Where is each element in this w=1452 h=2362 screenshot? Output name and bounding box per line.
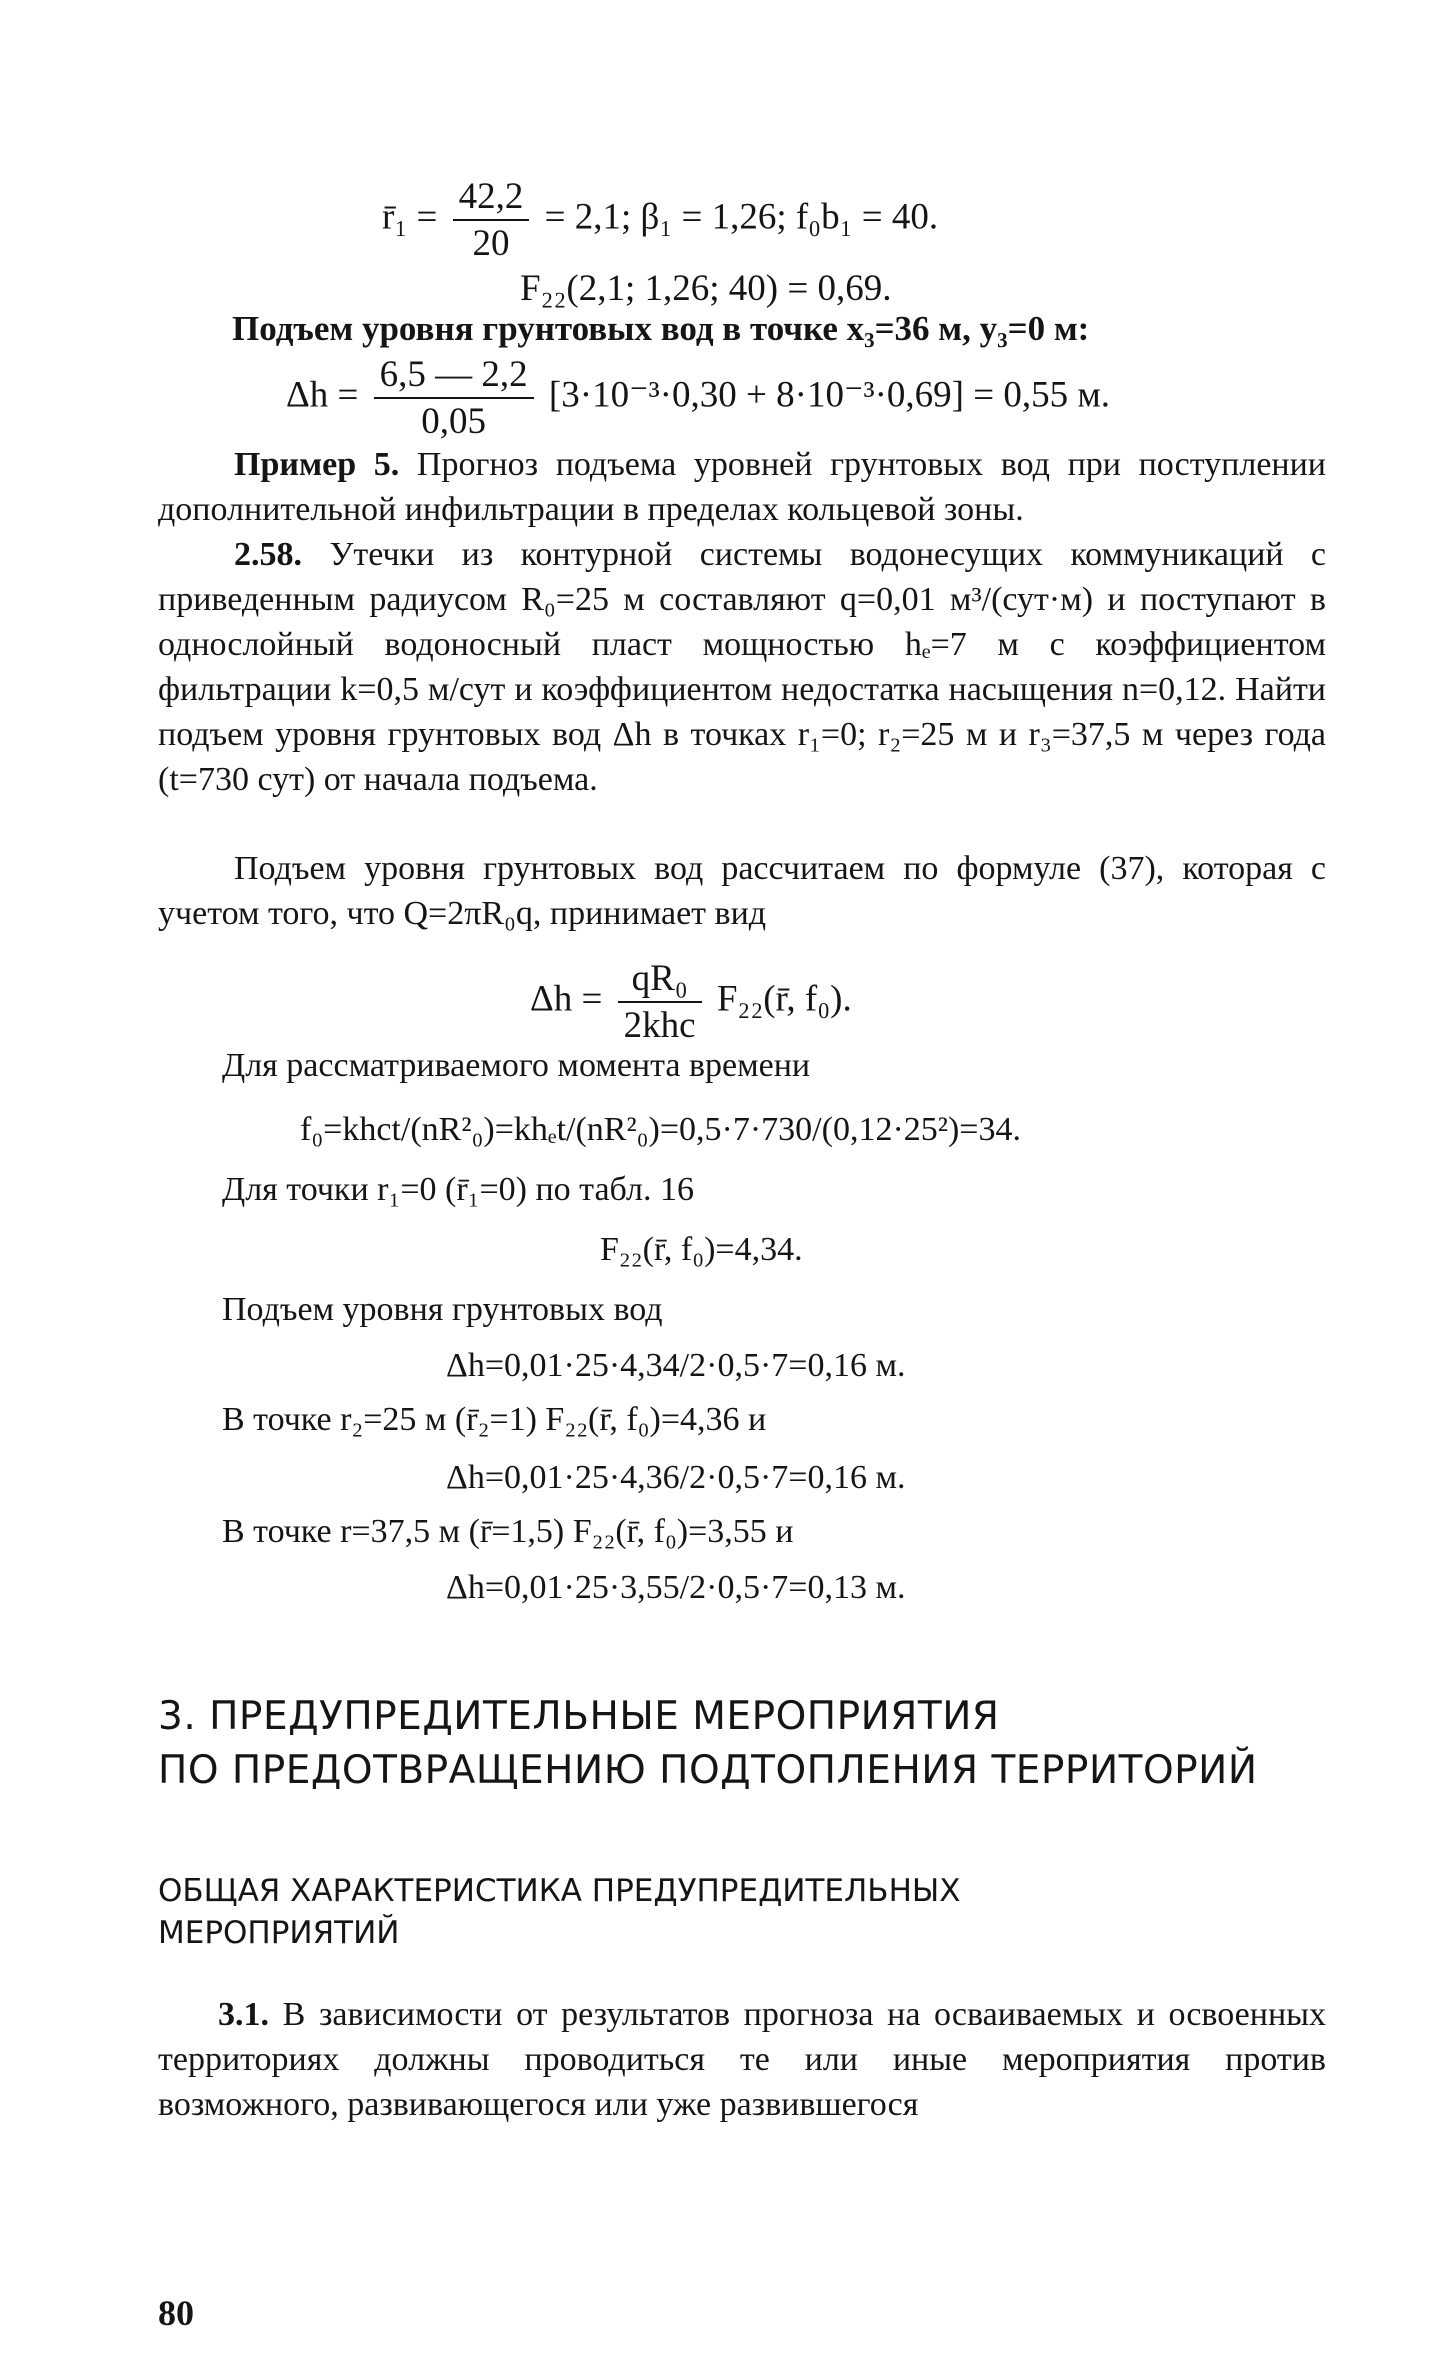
fraction-denominator: 0,05 (421, 401, 487, 442)
formula-main-right: F₂₂(r̄, f₀). (716, 978, 852, 1020)
formula-r-bar (382, 178, 938, 262)
formula-delta-h-result-1: Δh=0,01·25·4,34/2·0,5·7=0,16 м. (446, 1347, 906, 1384)
section-heading-line-1: 3. ПРЕДУПРЕДИТЕЛЬНЫЕ МЕРОПРИЯТИЯ (158, 1694, 1000, 1739)
text-point-r2: В точке r₂=25 м (r̄₂=1) F₂₂(r̄, f₀)=4,36 и (222, 1401, 767, 1438)
formula-main-delta-h (530, 960, 852, 1044)
subsection-heading-line-1: ОБЩАЯ ХАРАКТЕРИСТИКА ПРЕДУПРЕДИТЕЛЬНЫХ (158, 1873, 961, 1909)
section-heading-line-2: ПО ПРЕДОТВРАЩЕНИЮ ПОДТОПЛЕНИЯ ТЕРРИТОРИЙ (158, 1748, 1258, 1793)
paragraph-3-1-text: В зависимости от результатов прогноза на осваиваемых и освоенных территориях должны проводиться те или иные мероприятия против возможного, развивающегося или уже развившегося (158, 1996, 1326, 2123)
subsection-heading (158, 1870, 960, 1954)
paragraph-2-58-label: 2.58. (234, 536, 302, 573)
formula-delta-h-result-3: Δh=0,01·25·3,55/2·0,5·7=0,13 м. (446, 1569, 906, 1606)
fraction-denominator: 20 (472, 223, 510, 264)
paragraph-formula-37: Подъем уровня грунтовых вод рассчитаем по формуле (37), которая с учетом того, что Q=2πR₀q, принимает вид (158, 850, 1326, 932)
page-number: 80 (158, 2293, 194, 2333)
paragraph-3-1-label: 3.1. (218, 1996, 269, 2033)
text-groundwater-rise: Подъем уровня грунтовых вод (222, 1291, 663, 1328)
example-5-label: Пример 5. (234, 446, 400, 483)
fraction-numerator: 6,5 — 2,2 (374, 356, 534, 399)
example-5-text: Прогноз подъема уровней грунтовых вод при поступлении дополнительной инфильтрации в пределах кольцевой зоны. (158, 446, 1326, 528)
formula-delta-h-1 (286, 356, 1110, 440)
example-5-paragraph (158, 442, 1326, 532)
text-groundwater-point: Подъем уровня грунтовых вод в точке x₃=36 м, y₃=0 м: (232, 309, 1090, 348)
paragraph-3-1 (158, 1992, 1326, 2127)
fraction-numerator: 42,2 (453, 178, 530, 221)
section-heading (158, 1690, 1258, 1798)
formula-main-prefix: Δh = (530, 978, 603, 1020)
formula-delta-h-result-2: Δh=0,01·25·4,36/2·0,5·7=0,16 м. (446, 1459, 906, 1496)
formula-r-bar-left: r̄₁ = (382, 196, 438, 238)
subsection-heading-line-2: МЕРОПРИЯТИЙ (158, 1915, 400, 1951)
fraction-denominator: 2khc (623, 1005, 696, 1046)
formula-delta-h-1-fraction (374, 356, 534, 440)
text-point-r3: В точке r=37,5 м (r̄=1,5) F₂₂(r̄, f₀)=3,55 и (222, 1513, 794, 1550)
text-moment-of-time: Для рассматриваемого момента времени (222, 1047, 811, 1084)
paragraph-2-58 (158, 532, 1326, 802)
formula-delta-h-1-right: [3·10⁻³·0,30 + 8·10⁻³·0,69] = 0,55 м. (548, 374, 1110, 416)
formula-r-bar-right: = 2,1; β₁ = 1,26; f₀b₁ = 40. (544, 196, 939, 238)
formula-r-bar-fraction (453, 178, 530, 262)
text-point-r1: Для точки r₁=0 (r̄₁=0) по табл. 16 (222, 1171, 694, 1208)
paragraph-2-58-text: Утечки из контурной системы водонесущих коммуникаций с приведенным радиусом R₀=25 м составляют q=0,01 м³/(сут·м) и поступают в однослойный водоносный пласт мощностью hₑ=7 м с коэффициентом фильтрации k=0,5 м/сут и коэффициентом недостатка насыщения n=0,12. Найти подъем уровня грунтовых вод Δh в точках r₁=0; r₂=25 м и r₃=37,5 м через года (t=730 сут) от начала подъема. (158, 536, 1326, 798)
fraction-numerator: qR₀ (618, 960, 702, 1003)
formula-f0: f₀=khct/(nR²₀)=khₑt/(nR²₀)=0,5·7·730/(0,12·25²)=34. (300, 1111, 1021, 1148)
formula-f22-value-1: F₂₂(r̄, f₀)=4,34. (600, 1231, 803, 1268)
formula-main-fraction (618, 960, 702, 1044)
formula-delta-h-1-prefix: Δh = (286, 374, 359, 416)
formula-f22: F₂₂(2,1; 1,26; 40) = 0,69. (520, 268, 892, 309)
